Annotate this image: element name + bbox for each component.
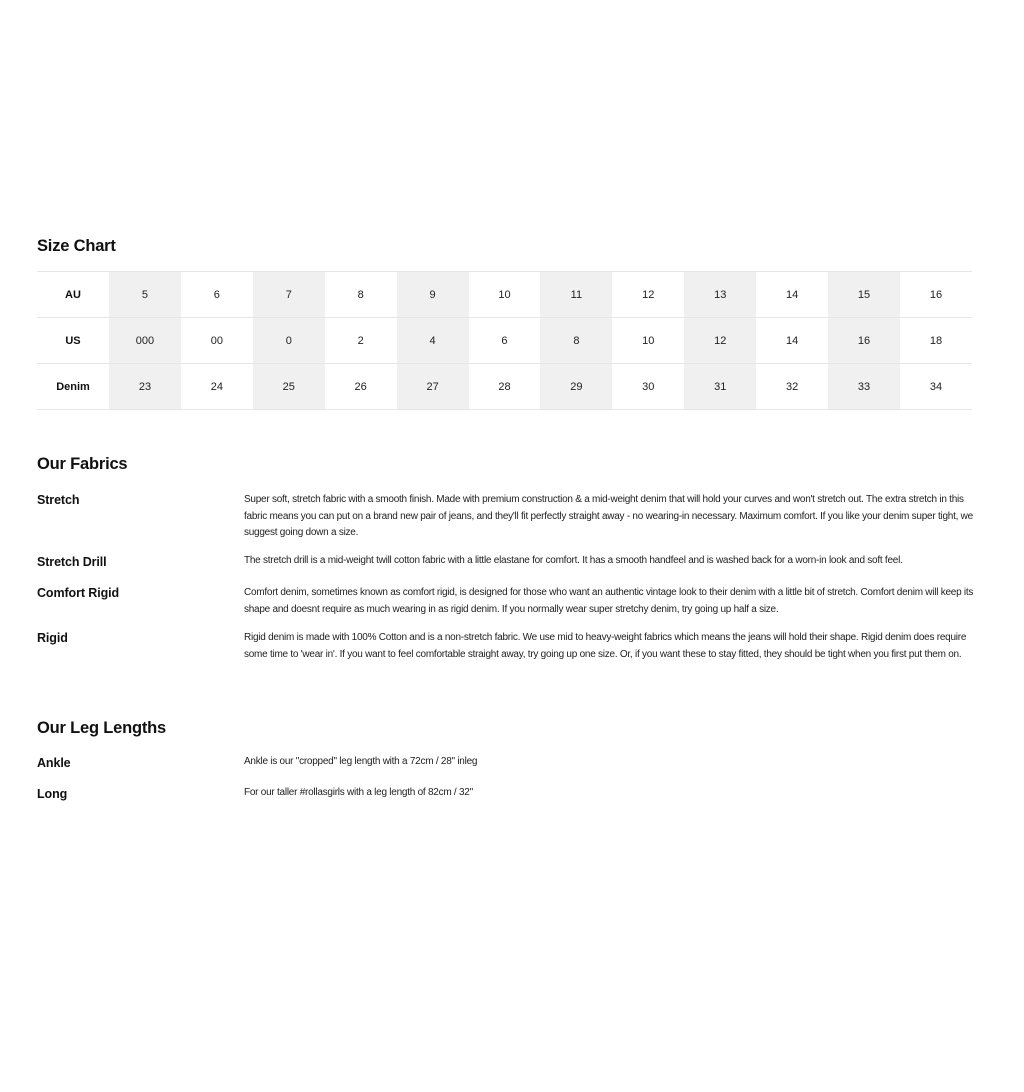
size-cell: 13 [684,272,756,318]
size-row-us [37,318,972,364]
size-cell: 7 [253,272,325,318]
size-cell: 25 [253,364,325,410]
size-cell: 15 [828,272,900,318]
size-cell: 9 [397,272,469,318]
size-cell: 8 [540,318,612,364]
leg-lengths-title: Our Leg Lengths [37,719,167,737]
size-cell: 28 [469,364,541,410]
size-cell: 8 [325,272,397,318]
size-row-label: AU [37,272,109,318]
size-cell: 33 [828,364,900,410]
fabric-name: Stretch Drill [37,555,107,569]
size-chart-table [37,271,972,410]
size-cell: 6 [469,318,541,364]
size-cell: 0 [253,318,325,364]
size-cell: 00 [181,318,253,364]
fabric-description: Comfort denim, sometimes known as comfort rigid, is designed for those who want an authentic vintage look to their denim with a little bit of stretch. Comfort denim will keep its shape and doesnt require as much wearing in as rigid denim. If you normally wear super stretchy denim, try going up half a size. [244,587,974,615]
size-row-denim [37,364,972,410]
size-cell: 27 [397,364,469,410]
size-cell: 10 [469,272,541,318]
size-row-label: Denim [37,364,109,410]
fabric-description: Super soft, stretch fabric with a smooth finish. Made with premium construction & a mid-weight denim that will hold your curves and won't stretch out. The extra stretch in this fabric means you can put on a brand new pair of jeans, and they'll fit perfectly straight away - no wearing-in necessary. Maximum comfort. If you like your denim super tight, we suggest going down a size. [244,494,973,538]
leg-length-description: Ankle is our "cropped" leg length with a 72cm / 28" inleg [244,756,478,767]
size-cell: 000 [109,318,181,364]
size-cell: 26 [325,364,397,410]
size-cell: 4 [397,318,469,364]
size-cell: 5 [109,272,181,318]
size-cell: 31 [684,364,756,410]
size-chart-title: Size Chart [37,237,116,255]
fabric-description: Rigid denim is made with 100% Cotton and is a non-stretch fabric. We use mid to heavy-weight fabrics which means the jeans will hold their shape. Rigid denim does require some time to 'wear in'. If you want to feel comfortable straight away, try going up one size. Or, if you want these to stay fitted, they should be tight when you first put them on. [244,632,967,660]
size-cell: 10 [612,318,684,364]
size-cell: 6 [181,272,253,318]
size-cell: 14 [756,318,828,364]
size-cell: 12 [684,318,756,364]
leg-length-name: Long [37,787,68,801]
size-cell: 32 [756,364,828,410]
size-cell: 18 [900,318,972,364]
size-row-au [37,272,972,318]
leg-length-name: Ankle [37,756,71,770]
size-row-label: US [37,318,109,364]
fabric-name: Rigid [37,631,68,645]
size-cell: 24 [181,364,253,410]
size-cell: 2 [325,318,397,364]
fabric-description: The stretch drill is a mid-weight twill cotton fabric with a little elastane for comfort. It has a smooth handfeel and is washed back for a worn-in look and soft feel. [244,555,903,566]
size-cell: 30 [612,364,684,410]
size-cell: 23 [109,364,181,410]
leg-length-description: For our taller #rollasgirls with a leg length of 82cm / 32" [244,787,473,798]
size-cell: 14 [756,272,828,318]
fabric-name: Stretch [37,493,80,507]
size-cell: 34 [900,364,972,410]
size-cell: 29 [540,364,612,410]
size-cell: 16 [828,318,900,364]
fabric-name: Comfort Rigid [37,586,120,600]
size-cell: 16 [900,272,972,318]
size-cell: 12 [612,272,684,318]
fabrics-title: Our Fabrics [37,455,128,473]
size-cell: 11 [540,272,612,318]
